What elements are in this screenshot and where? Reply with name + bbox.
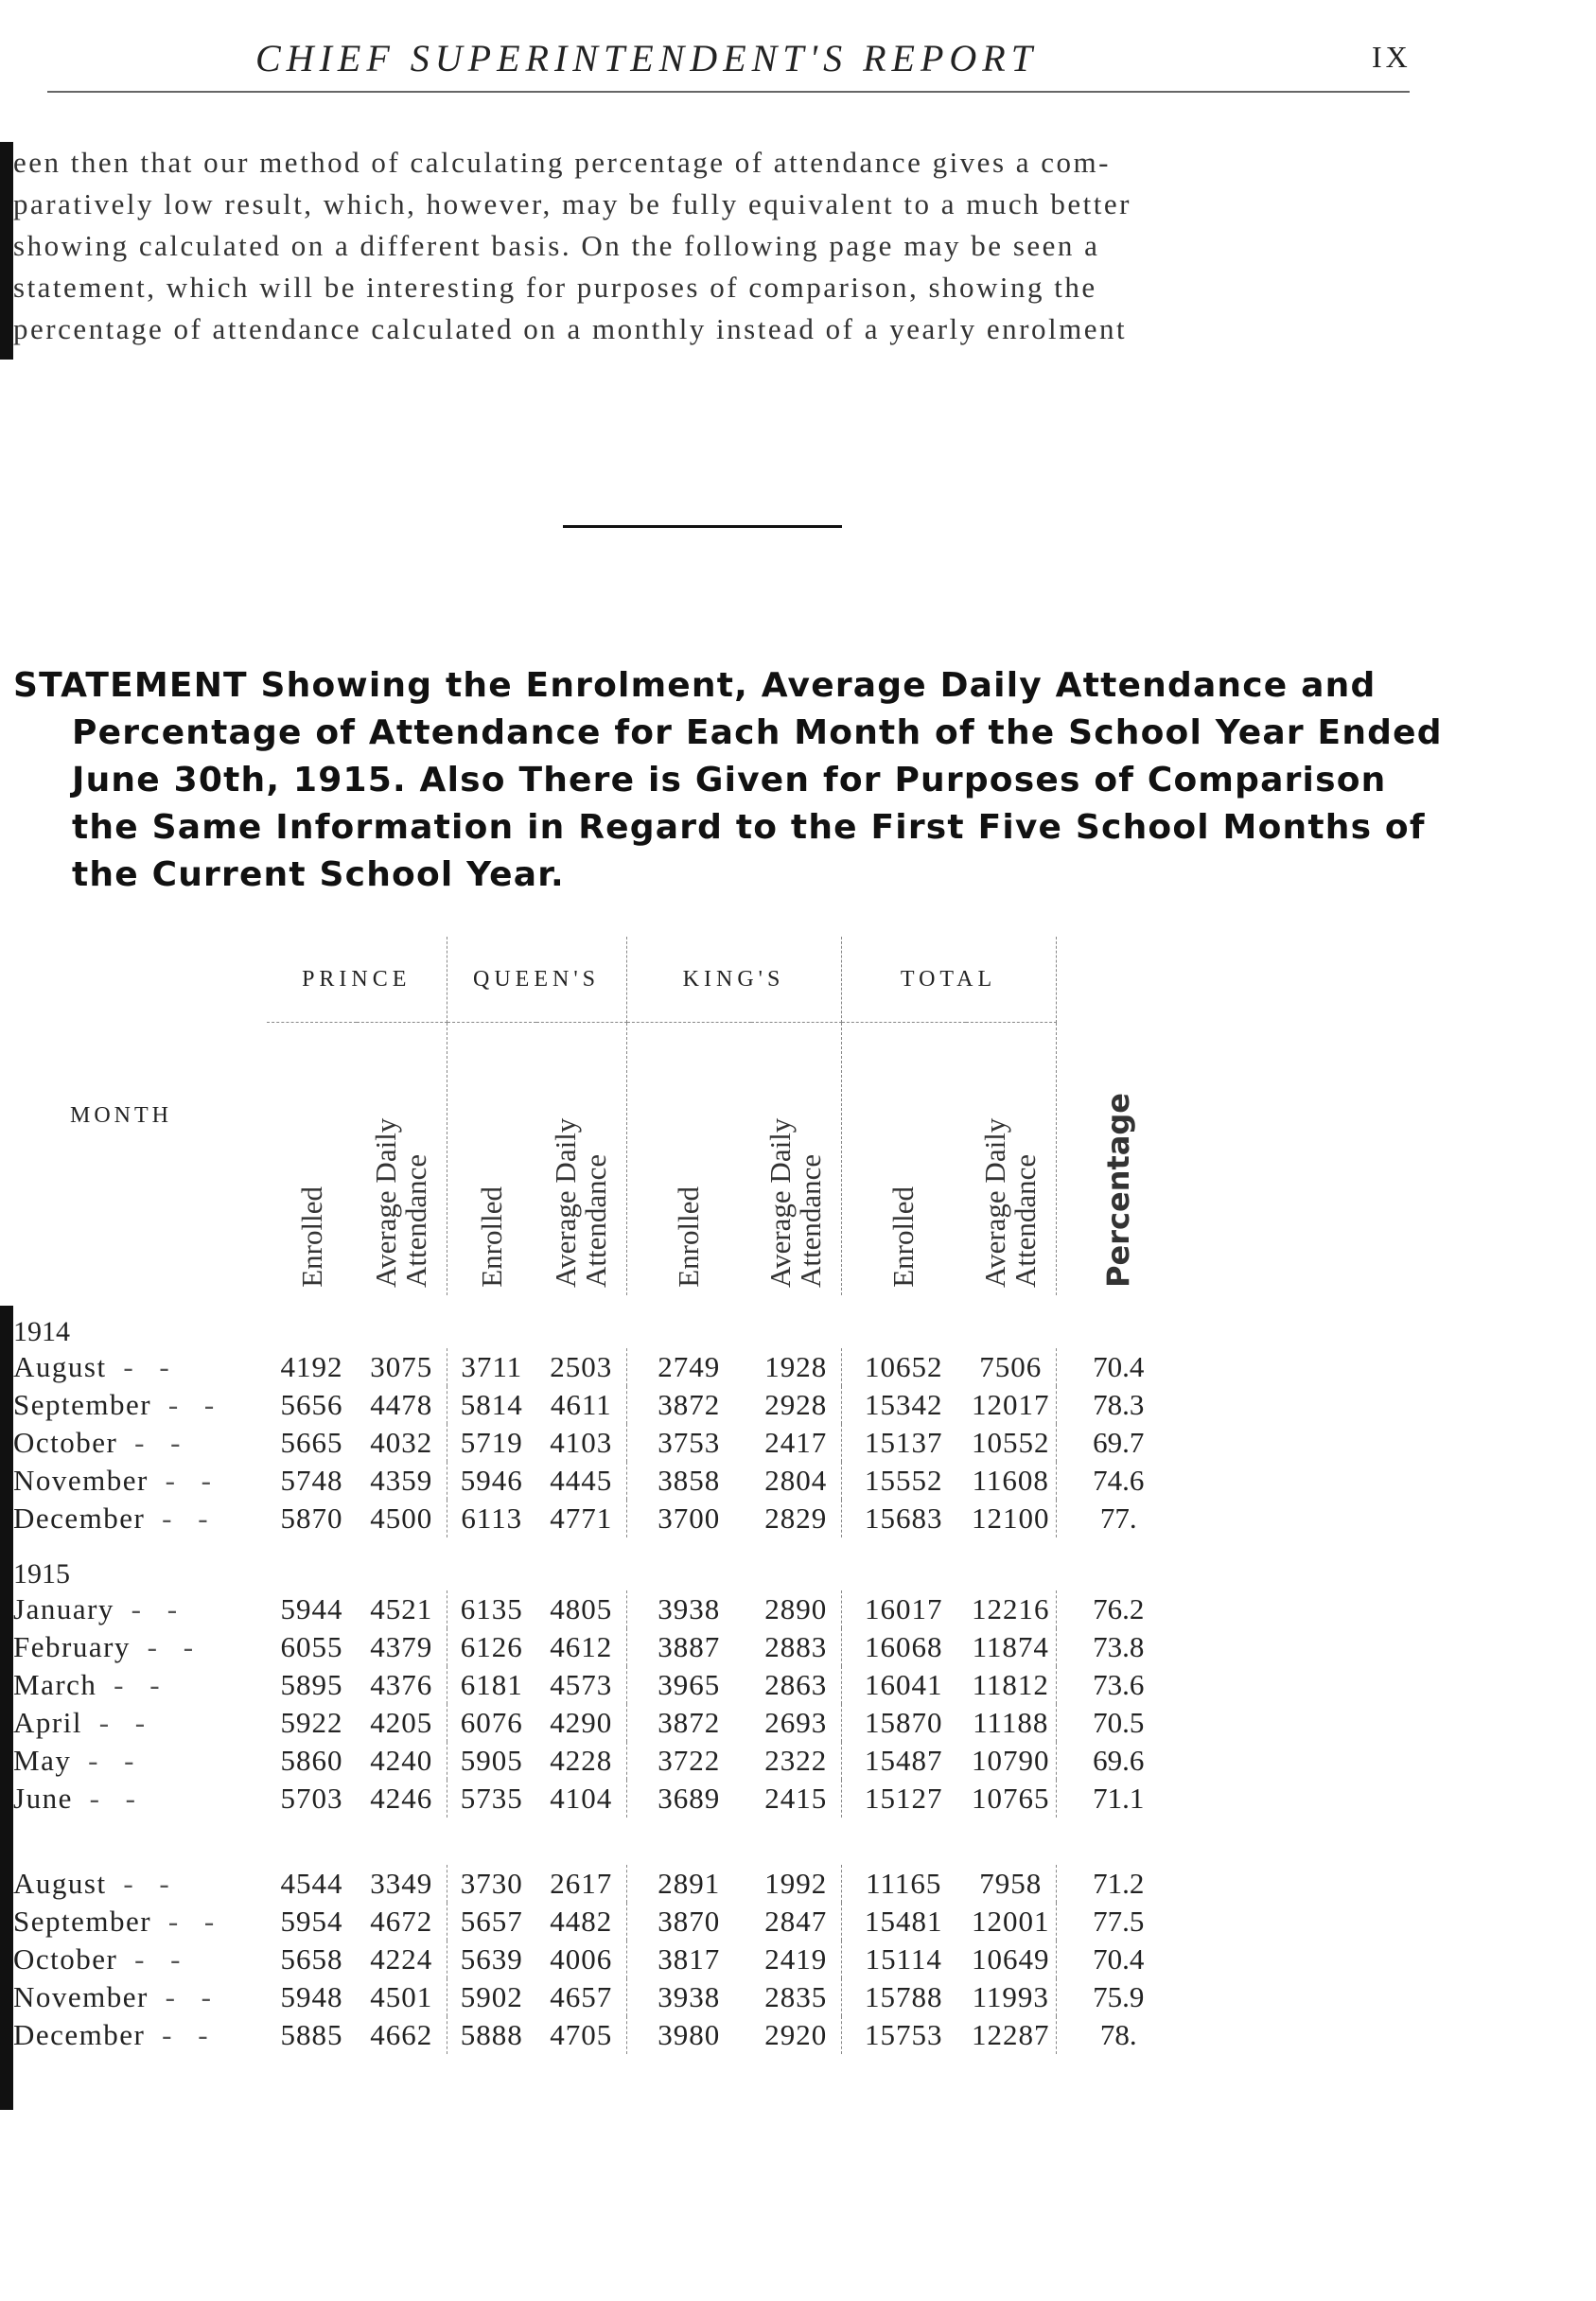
table-row [13, 1386, 1404, 1424]
table-row [13, 1348, 1404, 1386]
percentage-cell: 77. [1099, 1502, 1137, 1535]
value-cell: 4290 [536, 1704, 626, 1742]
value-cell: 4445 [536, 1462, 626, 1500]
value-cell: 5665 [280, 1426, 343, 1459]
value-cell: 4240 [357, 1742, 447, 1780]
value-cell: 5735 [460, 1782, 523, 1815]
table-row [13, 1865, 1404, 1903]
value-cell: 2835 [751, 1978, 841, 2016]
value-cell: 2847 [751, 1903, 841, 1941]
value-cell: 10765 [966, 1780, 1056, 1818]
intro-paragraph [13, 142, 1413, 350]
attendance-header: Average Daily Attendance [966, 1023, 1056, 1296]
value-cell: 4544 [280, 1867, 343, 1900]
value-cell: 10790 [966, 1742, 1056, 1780]
intro-line: statement, which will be interesting for purposes of comparison, showing the [13, 271, 1097, 304]
value-cell: 6126 [460, 1630, 523, 1663]
value-cell: 4771 [536, 1500, 626, 1537]
value-cell: 12001 [966, 1903, 1056, 1941]
value-cell: 15788 [865, 1980, 943, 2013]
value-cell: 3689 [658, 1782, 721, 1815]
month-name: December - - [13, 1502, 218, 1535]
value-cell: 2890 [751, 1590, 841, 1628]
month-name: October - - [13, 1426, 190, 1459]
percentage-cell: 78. [1099, 2018, 1137, 2051]
value-cell: 2415 [751, 1780, 841, 1818]
value-cell: 11993 [966, 1978, 1056, 2016]
value-cell: 6076 [460, 1706, 523, 1739]
value-cell: 4032 [357, 1424, 447, 1462]
table-row [13, 1941, 1404, 1978]
value-cell: 4662 [357, 2016, 447, 2054]
value-cell: 5885 [280, 2018, 343, 2051]
value-cell: 4246 [357, 1780, 447, 1818]
attendance-header: Average Daily Attendance [357, 1023, 447, 1296]
month-name: November - - [13, 1464, 220, 1497]
value-cell: 6055 [280, 1630, 343, 1663]
value-cell: 3700 [658, 1502, 721, 1535]
month-column-header: MONTH [70, 1103, 172, 1128]
value-cell: 3938 [658, 1592, 721, 1625]
value-cell: 15487 [865, 1744, 943, 1777]
intro-line: een then that our method of calculating percentage of attendance gives a com- [13, 146, 1111, 179]
value-cell: 3872 [658, 1388, 721, 1421]
page-header [0, 26, 1596, 93]
value-cell: 4478 [357, 1386, 447, 1424]
value-cell: 3711 [461, 1350, 523, 1383]
enrolled-header: Enrolled [474, 1186, 508, 1288]
value-cell: 16017 [865, 1592, 943, 1625]
value-cell: 2883 [751, 1628, 841, 1666]
value-cell: 5870 [280, 1502, 343, 1535]
group-header-prince: PRINCE [267, 937, 447, 1023]
value-cell: 10552 [966, 1424, 1056, 1462]
value-cell: 6135 [460, 1592, 523, 1625]
group-header-queens: QUEEN'S [447, 937, 626, 1023]
year-label: 1914 [13, 1316, 70, 1347]
value-cell: 4376 [357, 1666, 447, 1704]
value-cell: 3872 [658, 1706, 721, 1739]
month-name: June - - [13, 1782, 145, 1815]
value-cell: 5860 [280, 1744, 343, 1777]
value-cell: 5658 [280, 1942, 343, 1976]
value-cell: 5888 [460, 2018, 523, 2051]
value-cell: 11165 [866, 1867, 942, 1900]
value-cell: 5657 [460, 1905, 523, 1938]
page-number: IX [1372, 40, 1412, 74]
value-cell: 5905 [460, 1744, 523, 1777]
value-cell: 2891 [658, 1867, 721, 1900]
value-cell: 12100 [966, 1500, 1056, 1537]
value-cell: 15753 [865, 2018, 943, 2051]
enrolled-header: Enrolled [672, 1186, 706, 1288]
value-cell: 4501 [357, 1978, 447, 2016]
value-cell: 11874 [966, 1628, 1056, 1666]
binding-edge [0, 1306, 13, 2110]
value-cell: 2503 [536, 1348, 626, 1386]
group-header-total: TOTAL [841, 937, 1056, 1023]
value-cell: 2749 [658, 1350, 721, 1383]
percentage-cell: 76.2 [1093, 1592, 1145, 1625]
percentage-cell: 70.5 [1093, 1706, 1145, 1739]
percentage-cell: 73.8 [1093, 1630, 1145, 1663]
intro-line: percentage of attendance calculated on a monthly instead of a yearly enrolment [13, 312, 1128, 345]
value-cell: 11188 [966, 1704, 1056, 1742]
value-cell: 4006 [536, 1941, 626, 1978]
section-divider [563, 525, 842, 528]
value-cell: 4611 [536, 1386, 626, 1424]
enrolled-header: Enrolled [294, 1186, 328, 1288]
value-cell: 4657 [536, 1978, 626, 2016]
value-cell: 2920 [751, 2016, 841, 2054]
month-name: August - - [13, 1867, 179, 1900]
value-cell: 2617 [536, 1865, 626, 1903]
value-cell: 11812 [966, 1666, 1056, 1704]
value-cell: 3730 [460, 1867, 523, 1900]
month-name: September - - [13, 1388, 224, 1421]
intro-line: showing calculated on a different basis. On the following page may be seen a [13, 229, 1100, 262]
table-row [13, 1424, 1404, 1462]
percentage-cell: 69.6 [1093, 1744, 1145, 1777]
section-gap [13, 1818, 1404, 1865]
table-row [13, 1628, 1404, 1666]
value-cell: 3938 [658, 1980, 721, 2013]
value-cell: 2804 [751, 1462, 841, 1500]
value-cell: 3817 [658, 1942, 721, 1976]
table-row [13, 1666, 1404, 1704]
month-name: April - - [13, 1706, 155, 1739]
value-cell: 1928 [751, 1348, 841, 1386]
percentage-cell: 73.6 [1093, 1668, 1145, 1701]
value-cell: 3870 [658, 1905, 721, 1938]
value-cell: 10652 [865, 1350, 943, 1383]
value-cell: 2863 [751, 1666, 841, 1704]
value-cell: 15552 [865, 1464, 943, 1497]
table-row [13, 1590, 1404, 1628]
value-cell: 5902 [460, 1980, 523, 2013]
attendance-header: Average Daily Attendance [751, 1023, 841, 1296]
value-cell: 4672 [357, 1903, 447, 1941]
value-cell: 4359 [357, 1462, 447, 1500]
value-cell: 4192 [280, 1350, 343, 1383]
value-cell: 2928 [751, 1386, 841, 1424]
year-row [13, 1295, 1404, 1348]
value-cell: 15342 [865, 1388, 943, 1421]
value-cell: 15481 [865, 1905, 943, 1938]
table-row [13, 2016, 1404, 2054]
percentage-cell: 75.9 [1093, 1980, 1145, 2013]
running-title: CHIEF SUPERINTENDENT'S REPORT [255, 37, 1038, 79]
value-cell: 5948 [280, 1980, 343, 2013]
value-cell: 15127 [865, 1782, 943, 1815]
month-name: March - - [13, 1668, 169, 1701]
percentage-column-header: Percentage [1100, 1093, 1137, 1288]
value-cell: 4103 [536, 1424, 626, 1462]
table-row [13, 1903, 1404, 1941]
value-cell: 15137 [865, 1426, 943, 1459]
value-cell: 11608 [966, 1462, 1056, 1500]
percentage-cell: 71.1 [1093, 1782, 1145, 1815]
statement-line: the Current School Year. [72, 855, 565, 894]
value-cell: 4205 [357, 1704, 447, 1742]
attendance-table [13, 937, 1404, 2054]
value-cell: 2417 [751, 1424, 841, 1462]
value-cell: 5895 [280, 1668, 343, 1701]
value-cell: 3753 [658, 1426, 721, 1459]
value-cell: 5946 [460, 1464, 523, 1497]
value-cell: 4104 [536, 1780, 626, 1818]
percentage-cell: 77.5 [1093, 1905, 1145, 1938]
month-name: November - - [13, 1980, 220, 2013]
table-row [13, 1742, 1404, 1780]
value-cell: 5748 [280, 1464, 343, 1497]
year-row [13, 1537, 1404, 1590]
statement-line: Percentage of Attendance for Each Month of the School Year Ended [72, 713, 1443, 752]
value-cell: 2419 [751, 1941, 841, 1978]
value-cell: 2322 [751, 1742, 841, 1780]
value-cell: 4500 [357, 1500, 447, 1537]
header-rule [47, 91, 1410, 93]
percentage-cell: 74.6 [1093, 1464, 1145, 1497]
value-cell: 4482 [536, 1903, 626, 1941]
value-cell: 5814 [460, 1388, 523, 1421]
attendance-header: Average Daily Attendance [536, 1023, 626, 1296]
value-cell: 3965 [658, 1668, 721, 1701]
month-name: September - - [13, 1905, 224, 1938]
statement-line: June 30th, 1915. Also There is Given for Purposes of Comparison [72, 761, 1387, 799]
table-body [13, 1295, 1404, 2054]
value-cell: 15870 [865, 1706, 943, 1739]
percentage-cell: 70.4 [1093, 1350, 1145, 1383]
value-cell: 5639 [460, 1942, 523, 1976]
value-cell: 4379 [357, 1628, 447, 1666]
value-cell: 3980 [658, 2018, 721, 2051]
intro-line: paratively low result, which, however, may be fully equivalent to a much better [13, 187, 1131, 220]
binding-edge [0, 142, 13, 360]
value-cell: 12017 [966, 1386, 1056, 1424]
value-cell: 3858 [658, 1464, 721, 1497]
percentage-cell: 70.4 [1093, 1942, 1145, 1976]
value-cell: 3349 [357, 1865, 447, 1903]
value-cell: 4224 [357, 1941, 447, 1978]
value-cell: 15683 [865, 1502, 943, 1535]
month-name: May - - [13, 1744, 144, 1777]
value-cell: 6181 [460, 1668, 523, 1701]
percentage-cell: 71.2 [1093, 1867, 1145, 1900]
value-cell: 4612 [536, 1628, 626, 1666]
value-cell: 5954 [280, 1905, 343, 1938]
value-cell: 16041 [865, 1668, 943, 1701]
value-cell: 7506 [966, 1348, 1056, 1386]
month-name: October - - [13, 1942, 190, 1976]
value-cell: 5922 [280, 1706, 343, 1739]
value-cell: 12216 [966, 1590, 1056, 1628]
percentage-cell: 78.3 [1093, 1388, 1145, 1421]
value-cell: 2829 [751, 1500, 841, 1537]
value-cell: 4573 [536, 1666, 626, 1704]
value-cell: 1992 [751, 1865, 841, 1903]
value-cell: 16068 [865, 1630, 943, 1663]
value-cell: 4805 [536, 1590, 626, 1628]
year-label: 1915 [13, 1558, 70, 1590]
month-name: January - - [13, 1592, 187, 1625]
value-cell: 3722 [658, 1744, 721, 1777]
value-cell: 5703 [280, 1782, 343, 1815]
value-cell: 4228 [536, 1742, 626, 1780]
value-cell: 2693 [751, 1704, 841, 1742]
table-row [13, 1780, 1404, 1818]
value-cell: 10649 [966, 1941, 1056, 1978]
month-name: August - - [13, 1350, 179, 1383]
percentage-cell: 69.7 [1093, 1426, 1145, 1459]
value-cell: 6113 [461, 1502, 523, 1535]
table-row [13, 1500, 1404, 1537]
value-cell: 15114 [865, 1942, 942, 1976]
value-cell: 12287 [966, 2016, 1056, 2054]
value-cell: 4521 [357, 1590, 447, 1628]
value-cell: 5944 [280, 1592, 343, 1625]
statement-line: the Same Information in Regard to the First Five School Months of [72, 808, 1426, 847]
statement-line: STATEMENT Showing the Enrolment, Average Daily Attendance and [13, 666, 1377, 705]
value-cell: 3075 [357, 1348, 447, 1386]
group-header-kings: KING'S [626, 937, 841, 1023]
month-name: February - - [13, 1630, 203, 1663]
table-row [13, 1704, 1404, 1742]
value-cell: 5656 [280, 1388, 343, 1421]
value-cell: 7958 [966, 1865, 1056, 1903]
table-row [13, 1978, 1404, 2016]
statement-heading [13, 662, 1443, 899]
value-cell: 5719 [460, 1426, 523, 1459]
enrolled-header: Enrolled [886, 1186, 921, 1288]
value-cell: 3887 [658, 1630, 721, 1663]
table-row [13, 1462, 1404, 1500]
value-cell: 4705 [536, 2016, 626, 2054]
month-name: December - - [13, 2018, 218, 2051]
